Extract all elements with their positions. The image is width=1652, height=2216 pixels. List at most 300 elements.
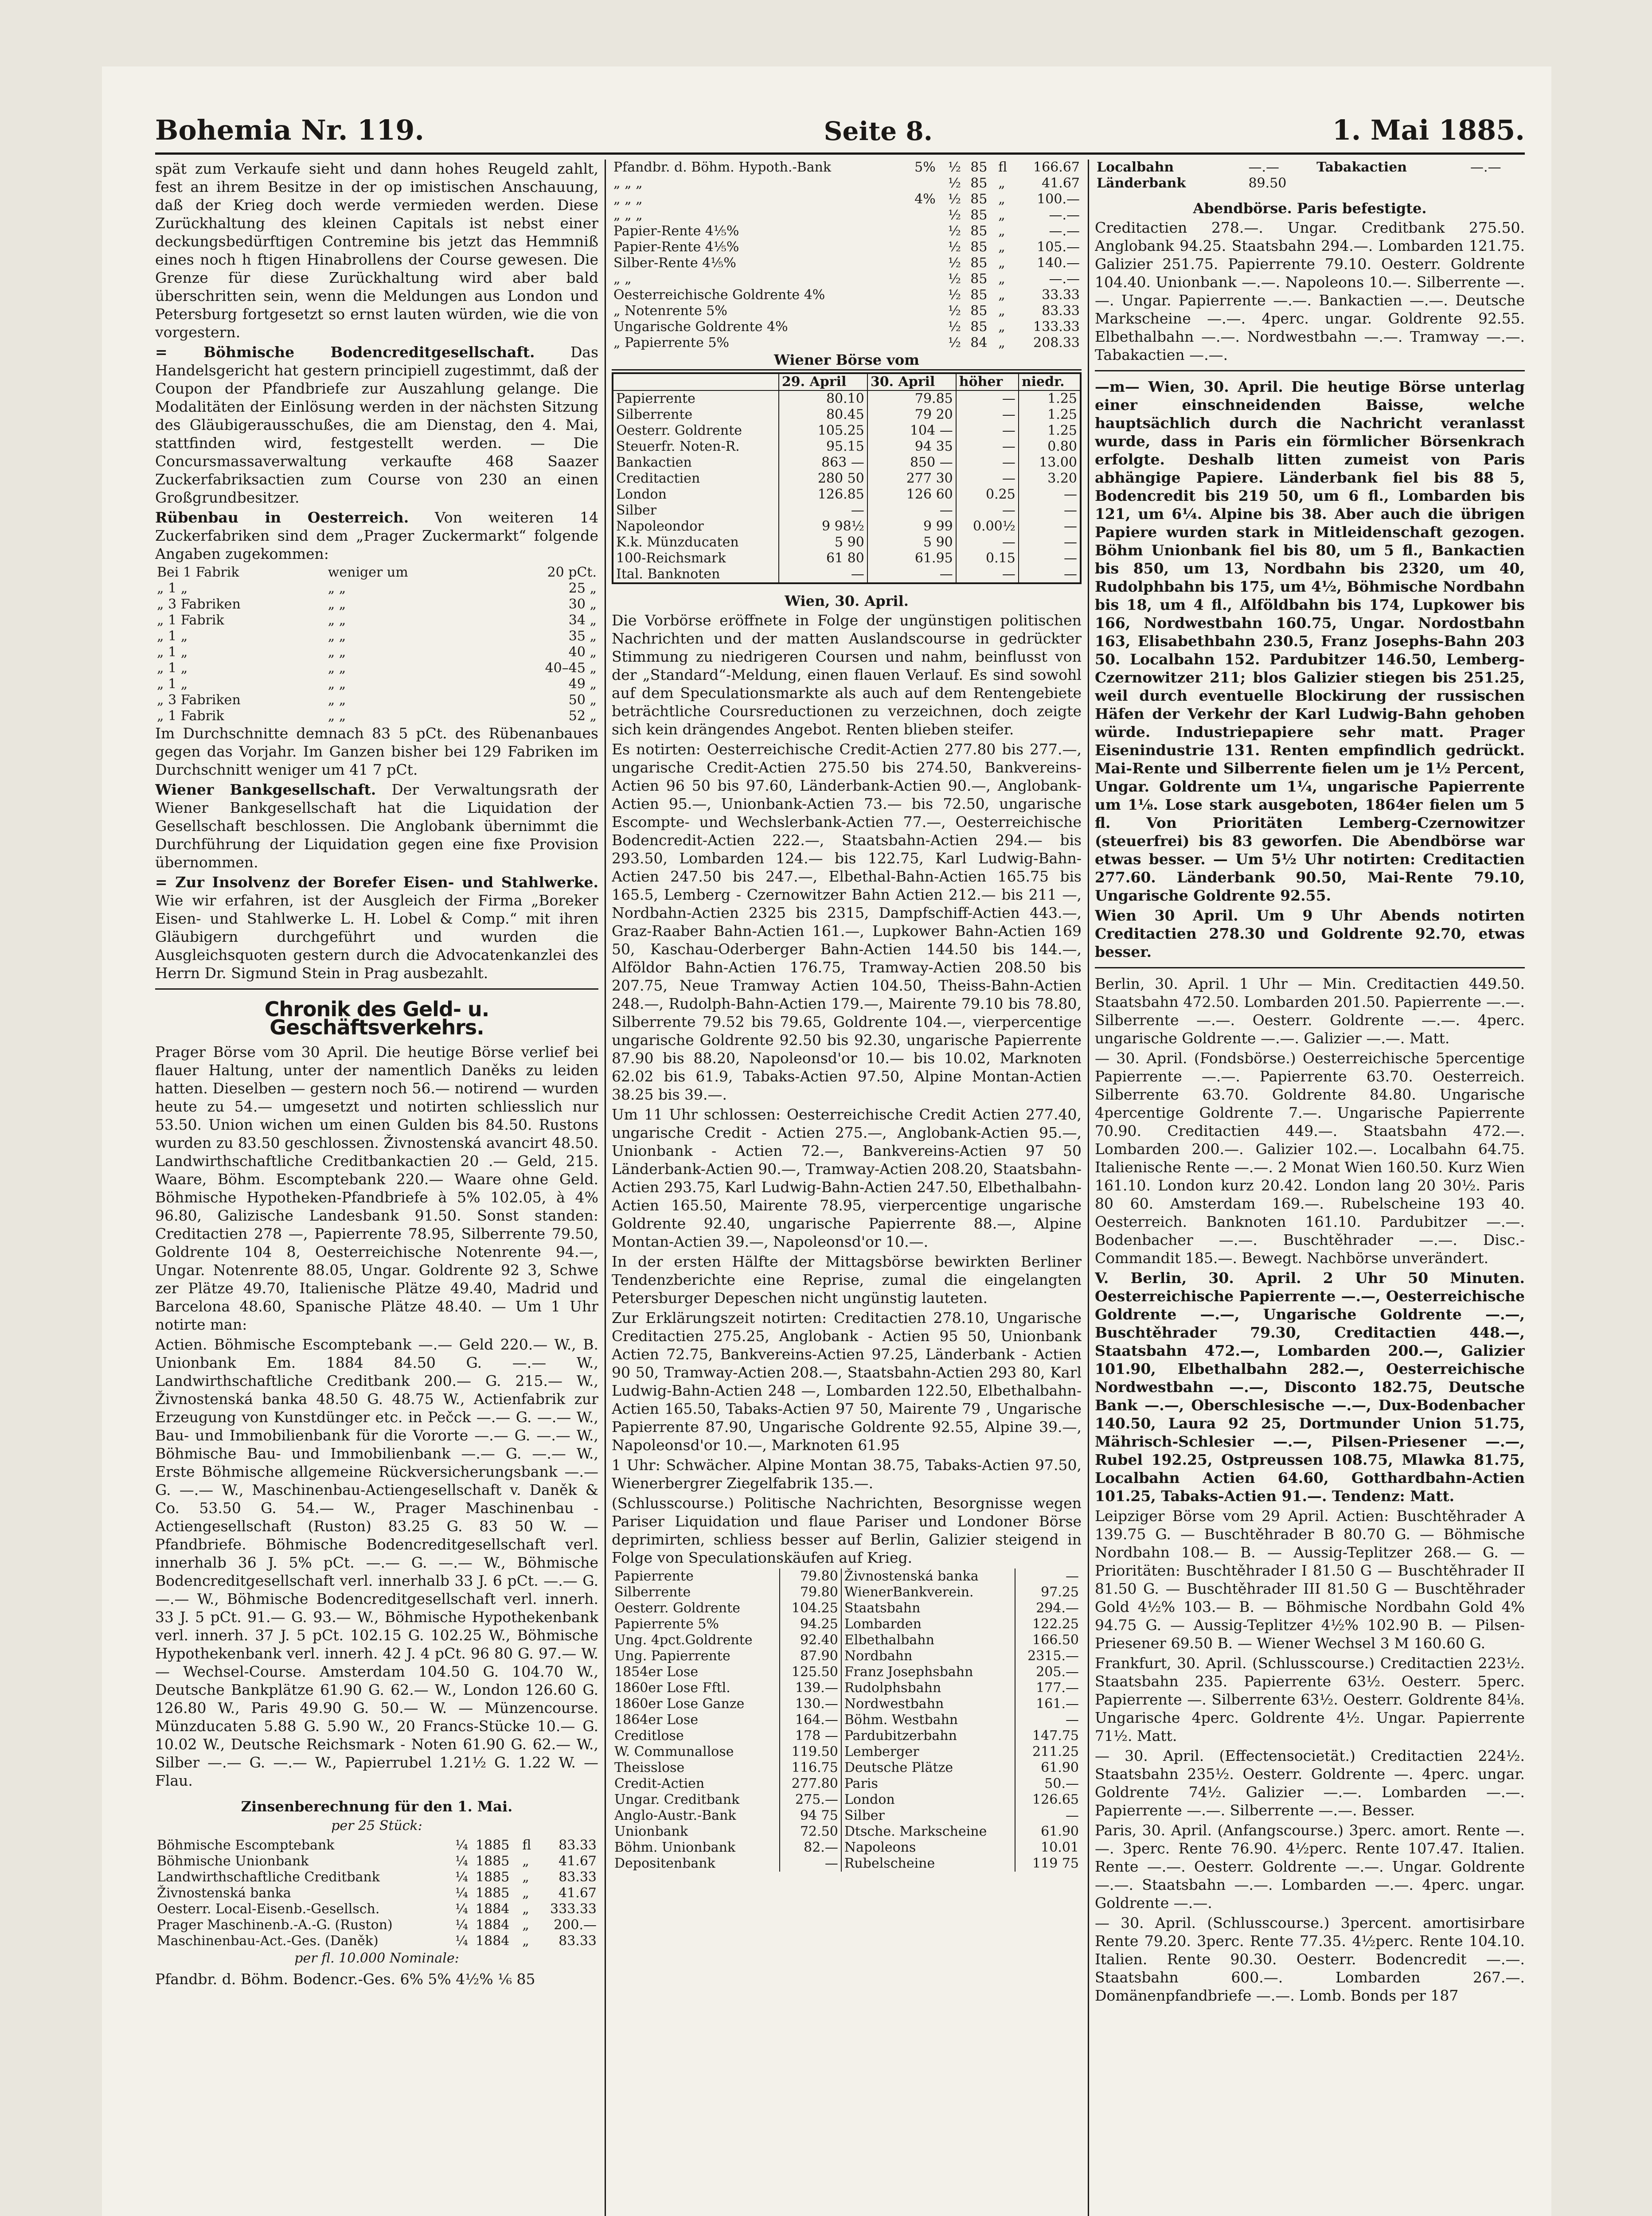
table-row [612,1568,1082,1584]
paris-schluss: — 30. April. (Schlusscourse.) 3percent. amortisirbare Rente 79.20. 3perc. Rente 77.35. 4½perc. Rente 104.10. Italien. Rente 90.30. Oesterr. Bodencredit —.—. Staatsbahn 600.—. Lombarden 267.—. Domänenpfandbriefe —.—. Lomb. Bonds per 187 [1095,1914,1525,2004]
table-cell: 122.25 [1015,1616,1082,1632]
ruebenbau-table [155,565,598,724]
table-cell: — [956,423,1019,439]
table-cell: „ [998,335,1005,351]
telegram-text: Die heutige Börse unterlag einer einschneidenden Baisse, welche hauptsächlich durch die Nachricht veranlasst wurde, dass in Paris ein förmlicher Börsenkrach erfolgte. Deshalb litten zumeist von Paris abhängige Papiere. Länderbank fiel bis 88 5, Bodencredit bis 219 50, um 6 fl., Lombarden bis 121, um 6¼. Alpine bis 38. Aber auch die übrigen Papiere wurden stark in Mitleidenschaft gezogen. Böhm Unionbank fiel bis 80, um 5 fl., Bankactien bis 850, um 13, Nordbahn bis 2320, um 40, Rudolphbahn bis 175, um 4½, Böhmische Nordbahn bis 18, um 4 fl., Alföldbahn bis 174, Lupkower bis 166, Nordwestbahn 160.75, Ungar. Nordostbahn 163, Elisabethbahn 230.5, Franz Josephs-Bahn 203 50. Localbahn 152. Pardubitzer 146.50, Lemberg-Czernowitzer 211; blos Galizier stiegen bis 251.25, weil durch eventuelle Blockirung der russischen Häfen der Verkehr der Karl Ludwig-Bahn gehoben würde. Industriepapiere sehr matt. Prager Eisenindustrie 131. Renten empfindlich gedrückt. Mai-Rente und Silberrente fielen um je 1½ Percent, Ungar. Goldrente um 1¼, ungarische Papierrente um 1⅛. Lose stark ausgeboten, 1864er fielen um 5 fl. Von Prioritäten Lemberg-Czernowitzer (steuerfrei) bis 83 geworfen. Die Abendbörse war etwas besser. — Um 5½ Uhr notirten: Creditactien 277.60. Länderbank 90.50, Mai-Rente 79.10, Ungarische Goldrente 92.55. [1095,378,1525,904]
table-cell: — [1019,534,1081,550]
table-row [613,471,1081,487]
table-cell: 94 35 [867,439,956,455]
table-cell [913,271,946,287]
prager-boerse-report: Prager Börse vom 30 April. Die heutige Börse verlief bei flauer Haltung, unter der namentlich Daněks zu leiden hatten. Dieselben — gestern noch 56.— notirend — wurden heute zu 54.— umgesetzt und notirten schliesslich nur 53.50. Union wichen um einen Gulden bis 84.50. Rustons wurden zu 83.50 geschlossen. Živnostenská avancirt 48.50. Landwirthschaftliche Creditbankactien 20 .— Geld, 215. Waare, Böhm. Escomptebank 220.— Waare ohne Geld. Böhmische Hypotheken-Pfandbriefe à 5% 102.05, à 4% 96.80, Galizische Landesbank 91.50. Sonst standen: Creditactien 278 —, Papierrente 78.95, Silberrente 79.50, Goldrente 104 8, Oesterreichische Notenrente 94.—, Ungar. Notenrente 88.05, Ungar. Goldrente 92 3, Schwe zer Plätze 49.70, Italienische Plätze 49.40, Madrid und Barcelona 48.60, Spanische Plätze 48.40. — Um 1 Uhr notirte man: [155,1043,598,1333]
table-cell: 0.25 [956,487,1019,503]
column-left [155,160,598,2216]
table-row [155,581,598,597]
table-row [155,628,598,644]
table-cell: 294.— [1015,1600,1082,1616]
table-cell: Länderbank [1097,176,1186,191]
table-cell: „ 3 Fabriken [157,692,241,708]
table-cell: Silber [841,1808,1015,1824]
table-cell: ½ [948,207,961,223]
article-text: Im Durchschnitte demnach 83 5 pCt. des Rübenanbaues gegen das Vorjahr. Im Ganzen bisher bei 129 Fabriken im Durchschnitt weniger um 41 7 pCt. [155,725,598,778]
table-cell: fl [998,160,1008,175]
table-cell: 80.45 [779,407,867,423]
abendboerse-text: Creditactien 278.—. Ungar. Creditbank 275.50. Anglobank 94.25. Staatsbahn 294.—. Lombarden 121.75. Galizier 251.75. Papierrente 79.10. Oesterr. Goldrente 104.40. Unionbank —.—. Napoleons 10.—. Silberrente —.—. Ungar. Papierrente —.—. Bankactien —.—. Deutsche Markscheine —.—. 4perc. ungar. Goldrente 92.55. Elbethalbahn —.—. Nordwestbahn —.—. Tramway —.—. Tabakactien —.—. [1095,219,1525,363]
table-cell: 119.50 [780,1744,841,1760]
table-cell: „ „ [328,708,346,724]
table-cell: 83.33 [558,1838,597,1853]
table-row [612,335,1082,351]
table-cell: 72.50 [780,1824,841,1840]
table-cell: Rubelscheine [841,1856,1015,1872]
table-cell: Landwirthschaftliche Creditbank [157,1869,380,1885]
table-row [612,1744,1082,1760]
table-cell [1315,176,1468,191]
table-cell: 79.80 [780,1584,841,1600]
table-cell: Napoleons [841,1840,1015,1856]
table-cell: 1885 [476,1869,510,1885]
article-bankgesellschaft [155,780,598,871]
table-cell: 147.75 [1015,1728,1082,1744]
table-cell: ½ [948,160,961,175]
table-cell: — [867,566,956,583]
article-insolvenz [155,873,598,982]
table-cell: 100.— [1037,191,1080,207]
table-cell: London [613,487,779,503]
table-cell: 1860er Lose Ganze [614,1696,745,1712]
paris-report: Paris, 30. April. (Anfangscourse.) 3perc. amort. Rente —.—. 3perc. Rente 76.90. 4½perc. Rente 107.47. Italien. Rente —.—. Oesterr. Goldrente —.—. Ungar. Goldrente —.—. Staatsbahn —.—. Lombarden —.—. 4perc. ungar. Goldrente —.—. [1095,1822,1525,1912]
table-cell: Rudolphsbahn [841,1680,1015,1696]
table-cell [1468,176,1525,191]
table-cell: — [1019,519,1081,534]
table-row [613,455,1081,471]
table-cell: Oesterr. Goldrente [614,1600,741,1616]
table-cell: ½ [948,191,961,207]
table-cell: 333.33 [550,1901,597,1917]
table-cell: Nordbahn [841,1648,1015,1664]
table-cell: „ [998,223,1005,239]
table-cell: Lemberger [841,1744,1015,1760]
table-cell: — [780,1856,841,1872]
table-cell: 85 [970,191,988,207]
columns [155,160,1525,2216]
table-cell: Unionbank [614,1824,688,1839]
table-row [612,1824,1082,1840]
schlusscourse-table [612,1568,1082,1872]
table-cell: 83.33 [558,1869,597,1885]
table-cell: „ 1 Fabrik [157,708,224,724]
table-cell: K.k. Münzducaten [613,534,779,550]
table-cell: 35 „ [568,628,597,644]
table-cell: — [956,455,1019,471]
table-row [613,534,1081,550]
table-cell: „ „ „ [613,207,643,223]
column-rule [1088,160,1089,2216]
article-text: Der Verwaltungsrath der Wiener Bankgesellschaft hat die Liquidation der Gesellschaft beschlossen. Die Anglobank übernimmt die Durchführung der Liquidation gegen eine fixe Provision übernommen. [155,781,598,871]
masthead [155,93,1525,155]
wien-report-paragraph: In der ersten Hälfte der Mittagsbörse bewirkten Berliner Tendenzberichte eine Reprise, zumal die eingelangten Petersburger Depeschen nicht ungünstig lauteten. [612,1253,1082,1307]
table-cell: 1885 [476,1885,510,1901]
table-cell: 79 20 [867,407,956,423]
frankfurt-effecten: — 30. April. (Effectensocietät.) Creditactien 224½. Staatsbahn 235½. Oesterr. Goldrente —. 4perc. ungar. Goldrente 74½. Galizier —.—. Lombarden —.—. Papierrente —.—. Silberrente —.—. Besser. [1095,1747,1525,1819]
table-cell: 97.25 [1015,1584,1082,1600]
table-row [155,1917,598,1933]
table-cell: 49 „ [568,676,597,692]
table-cell: 863 — [779,455,867,471]
table-cell: Deutsche Plätze [841,1760,1015,1776]
table-cell: 41.67 [558,1853,597,1869]
localbahn-table [1095,160,1525,191]
intro-paragraph: spät zum Verkaufe sieht und dann hohes Reugeld zahlt, fest an ihrem Besitze in der op imistischen Anschauung, daß der Krieg doch werde vermieden werden. Diese Zurückhaltung des kleinen Capitals ist nebst einer deckungsbedürftigen Contremine bis jetzt das Hemmniß eines noch h ftigen Hinabrollens der Course gewesen. Die Grenze für diese Zurückhaltung wird aber bald überschritten sein, wenn die Meldungen aus London und Petersburg fortgesetzt so ernst lauten würden, wie die von vorgestern. [155,160,598,341]
table-cell: 177.— [1015,1680,1082,1696]
table-cell: — [1019,487,1081,503]
table-cell: „ „ [328,676,346,692]
table-cell: 94 75 [780,1808,841,1824]
table-cell: 52 „ [568,708,597,724]
table-cell: ½ [948,319,961,335]
table-cell: 1.25 [1019,390,1081,407]
table-cell: Tabakactien [1316,160,1407,175]
table-cell: 40–45 „ [545,660,597,676]
wiener-boerse-title: Wiener Börse vom [612,351,1082,371]
berlin-report: Berlin, 30. April. 1 Uhr — Min. Creditactien 449.50. Staatsbahn 472.50. Lombarden 201.50. Papierrente —.—. Silberrente —.—. Oesterr. Goldrente —.—. 4perc. ungarische Goldrente —.—. Galizier —.—. Matt. [1095,975,1525,1047]
table-row [155,565,598,581]
table-cell: „ [998,239,1005,255]
table-cell: ½ [948,287,961,303]
zinsen-subheading: per fl. 10.000 Nominale: [294,1951,459,1966]
table-cell: Pfandbr. d. Böhm. Hypoth.-Bank [613,160,832,175]
table-cell: 0.15 [956,550,1019,566]
article-title: = Zur Insolvenz der Borefer Eisen- und Stahlwerke. [155,874,598,891]
table-cell: 205.— [1015,1664,1082,1680]
table-cell: Prager Maschinenb.-A.-G. (Ruston) [157,1917,393,1933]
table-cell: „ „ [328,597,346,612]
table-cell: ½ [948,271,961,287]
table-cell: Oesterr. Goldrente [613,423,779,439]
berlin-fondsboerse: — 30. April. (Fondsbörse.) Oesterreichische 5percentige Papierrente —.—. Papierrente 63.70. Oesterreich. Silberrente 63.70. Goldrente 84.80. Ungarische 4percentige Goldrente 7.—. Ungarische Papierrente 70.90. Creditactien 449.—. Staatsbahn 472.—. Lombarden 200.—. Galizier 102.—. Localbahn 64.75. Italienische Rente —.—. 2 Monat Wien 160.50. Kurz Wien 161.10. London kurz 20.42. London lang 20 30½. Paris 80 60. Amsterdam 169.—. Rubelscheine 193 40. Oesterreich. Banknoten 161.10. Pardubitzer —.—. Bodenbacher —.—. Buschtěhrader —.—. Disc.-Commandit 185.—. Bewegt. Nachbörse unverändert. [1095,1049,1525,1267]
table-cell: 89.50 [1248,176,1287,191]
table-row [155,660,598,676]
table-cell: 92.40 [780,1632,841,1648]
table-cell: 125.50 [780,1664,841,1680]
table-cell: 126.65 [1015,1792,1082,1808]
table-cell: 94.25 [780,1616,841,1632]
column-header: 30. April [867,373,956,390]
table-row [612,1712,1082,1728]
table-cell: Ital. Banknoten [613,566,779,583]
table-cell: „ 1 „ [157,628,188,644]
wien-report-paragraph: Die Vorbörse eröffnete in Folge der ungünstigen politischen Nachrichten und der matten Auslandscourse in gedrückter Stimmung zu niedrigeren Coursen und nahm, beinflusst von der „Standard“-Meldung, einen flauen Verlauf. Es sind sowohl auf dem Speculationsmarkte als auch auf dem Rentengebiete beträchtliche Coursreductionen zu verzeichnen, doch zeigte sich kein drängendes Angebot. Renten blieben steifer. [612,612,1082,738]
table-cell: 61.90 [1015,1824,1082,1840]
table-cell: 85 [970,255,988,271]
table-cell: Papierrente 5% [614,1616,719,1632]
section-divider [1095,370,1525,371]
table-cell: Localbahn [1097,160,1174,175]
table-cell: ½ [948,335,961,351]
table-cell: „ [998,319,1005,335]
table-cell: 139.— [780,1680,841,1696]
column-header: 29. April [779,373,867,390]
table-cell: Živnostenská banka [157,1885,291,1901]
table-cell: Bei 1 Fabrik [157,565,239,580]
table-row [612,1728,1082,1744]
table-cell: Papier-Rente 4⅕% [613,223,739,239]
table-cell: Böhm. Unionbank [614,1840,736,1855]
table-cell: Credit-Actien [614,1776,705,1791]
table-cell: 1884 [476,1901,510,1917]
table-row [155,1838,598,1853]
table-cell: ¼ [455,1885,468,1901]
table-cell: 85 [970,176,988,191]
table-row [612,239,1082,255]
wien-report-paragraph: 1 Uhr: Schwächer. Alpine Montan 38.75, Tabaks-Actien 97.50, Wienerbergrer Ziegelfabrik 135.—. [612,1456,1082,1492]
table-row [613,566,1081,583]
table-cell: —.— [1049,271,1080,287]
table-cell: ½ [948,223,961,239]
table-row [1095,160,1525,176]
table-cell: — [779,503,867,519]
table-row [155,644,598,660]
table-cell: Oesterreichische Goldrente 4% [613,287,825,303]
table-cell: 85 [970,271,988,287]
table-cell: „ Notenrente 5% [613,303,727,319]
table-cell: 126 60 [867,487,956,503]
table-cell: 9 98½ [779,519,867,534]
table-row [155,1869,598,1885]
table-cell: Silberrente [613,407,779,423]
table-cell: Staatsbahn [841,1600,1015,1616]
table-cell: 1.25 [1019,423,1081,439]
table-cell: Creditlose [614,1728,684,1744]
table-cell: 1885 [476,1853,510,1869]
column-header: niedr. [1019,373,1081,390]
table-cell: — [867,503,956,519]
table-row [612,1808,1082,1824]
table-cell: „ 1 „ [157,644,188,660]
table-row [612,1840,1082,1856]
column-rule [605,160,606,2216]
berlin-telegram: V. Berlin, 30. April. 2 Uhr 50 Minuten. Oesterreichische Papierrente —.—, Oesterreichische Goldrente —.—, Ungarische Goldrente —.—, Buschtěhrader 79.30, Creditactien 448.—, Staatsbahn 472.—, Lombarden 200.—, Galizier 101.90, Elbethalbahn 282.—, Oesterreichische Nordwestbahn —.—, Disconto 182.75, Deutsche Bank —.—, Oberschlesische —.—, Dux-Bodenbacher 140.50, Laura 92 25, Dortmunder Union 51.75, Mährisch-Schlesier —.—, Pilsen-Priesener —.—, Rubel 192.25, Ostpreussen 108.75, Mlawka 81.75, Localbahn Actien 64.60, Gotthardbahn-Actien 101.25, Tabaks-Actien 91.—. Tendenz: Matt. [1095,1269,1525,1505]
table-cell: „ 1 „ [157,660,188,676]
table-cell: 25 „ [568,581,597,596]
table-cell: Dtsche. Markscheine [841,1824,1015,1840]
table-cell: 275.— [780,1792,841,1808]
table-cell: 85 [970,207,988,223]
table-cell: „ [522,1853,529,1869]
wien-report-paragraph: Zur Erklärungszeit notirten: Creditactien 278.10, Ungarische Creditactien 275.25, Anglobank - Actien 95 50, Unionbank Actien 72.75, Bankvereins-Actien 97.25, Länderbank - Actien 90 50, Tramway-Actien 208.—, Staatsbahn-Actien 293 80, Karl Ludwig-Bahn-Actien 248 —, Lombarden 122.50, Elbethalbahn-Actien 165.50, Tabaks-Actien 97 50, Mairente 79 , Ungarische Papierrente 87.90, Ungarische Goldrente 92.55, Alpine 39.—, Napoleonsd'or 10.—, Marknoten 61.95 [612,1309,1082,1454]
wien-dateline: Wien, 30. April. [785,593,909,609]
table-cell: 34 „ [568,613,597,628]
table-row [612,1792,1082,1808]
table-cell: 1854er Lose [614,1664,699,1680]
wien-abends: Wien 30 April. Um 9 Uhr Abends notirten Creditactien 278.30 und Goldrente 92.70, etwas besser. [1095,907,1525,960]
table-cell: „ [522,1901,529,1917]
table-cell: Ungar. Creditbank [614,1792,740,1807]
table-cell: Napoleondor [613,519,779,534]
table-cell: 85 [970,239,988,255]
table-cell: 61 80 [779,550,867,566]
table-cell: WienerBankverein. [841,1584,1015,1600]
table-cell: —.— [1248,160,1280,175]
article-title: Rübenbau in Oesterreich. [155,509,409,526]
table-cell: Ungarische Goldrente 4% [613,319,788,335]
wien-report-paragraph: Es notirten: Oesterreichische Credit-Actien 277.80 bis 277.—, ungarische Credit-Actien 275.50 bis 274.50, Bankvereins-Actien 96 50 bis 97.60, Länderbank-Actien 90.—, Anglobank-Actien 95.—, Unionbank-Actien 73.— bis 72.50, ungarische Escompte- und Wechslerbank-Actien 77.—, Oesterreichische Bodencredit-Actien 222.—, Staatsbahn-Actien 294.— bis 293.50, Lombarden 124.— bis 122.75, Karl Ludwig-Bahn-Actien 247.50 bis 247.—, Elbethal-Bahn-Actien 165.75 bis 165.5, Lemberg - Czernowitzer Bahn Actien 212.— bis 211 —, Nordbahn-Actien 2325 bis 2315, Dampfschiff-Actien 443.—, Graz-Raaber Bahn-Actien 161.—, Lupkower Bahn-Actien 169 50, Kaschau-Oderberger Bahn-Actien 144.50 bis 144.—, Alföldor Bahn-Actien 176.75, Tramway-Actien 208.50 bis 207.75, Neue Tramway Actien 104.50, Theiss-Bahn-Actien 248.—, Rudolph-Bahn-Actien 179.—, Mairente 79.10 bis 78.80, Silberrente 79.52 bis 79.65, Goldrente 104.—, vierpercentige ungarische Goldrente 92.50 bis 92.30, ungarische Papierrente 87.90 bis 88.20, Napoleonsd'or 10.— bis 10.02, Marknoten 62.02 bis 61.9, Tabaks-Actien 97.50, Alpine Montan-Actien 38.25 bis 39.—. [612,741,1082,1103]
table-cell: „ „ [328,644,346,660]
table-cell: 105.— [1037,239,1080,255]
table-row [612,1600,1082,1616]
table-cell: „ [522,1933,529,1949]
table-cell: „ [998,271,1005,287]
abendboerse-heading: Abendbörse. Paris befestigte. [1193,200,1427,217]
table-cell: — [1015,1712,1082,1728]
table-cell: 79.85 [867,390,956,407]
table-cell: 126.85 [779,487,867,503]
table-cell: — [1015,1808,1082,1824]
table-cell: Theisslose [614,1760,685,1775]
table-cell: „ [522,1917,529,1933]
table-cell: Ung. 4pct.Goldrente [614,1632,753,1648]
table-cell: 104.25 [780,1600,841,1616]
table-cell: „ „ [328,628,346,644]
frankfurt-report: Frankfurt, 30. April. (Schlusscourse.) Creditactien 223½. Staatsbahn 235. Papierrente 63½. Oesterr. 5perc. Papierrente —. Silberrente 63½. Oesterr. Goldrente 84⅛. Ungarische 4perc. Goldrente 4½. Ungar. Papierrente 71½. Matt. [1095,1654,1525,1744]
table-row [155,1853,598,1869]
table-cell: Creditactien [613,471,779,487]
table-cell: 87.90 [780,1648,841,1664]
table-cell: Ung. Papierrente [614,1648,730,1664]
table-cell: Silber-Rente 4⅕% [613,255,736,271]
table-cell: 10.01 [1015,1840,1082,1856]
table-cell: 0.00½ [956,519,1019,534]
table-cell: weniger um [328,565,408,580]
section-divider [155,988,598,990]
table-row [155,692,598,708]
table-cell: Bankactien [613,455,779,471]
table-header-row [613,373,1081,390]
column-right [1095,160,1525,2216]
table-cell: 79.80 [780,1568,841,1584]
table-cell: ½ [948,303,961,319]
article-text: Wie wir erfahren, ist der Ausgleich der Firma „Boreker Eisen- und Stahlwerke L. H. Lobel & Comp.“ mit ihren Gläubigern durchgeführt und wurden die Ausgleichsquoten gestern durch die Advocatenkanzlei des Herrn Dr. Sigmund Stein in Prag ausbezahlt. [155,892,598,982]
table-row [613,439,1081,455]
table-cell: 211.25 [1015,1744,1082,1760]
table-cell: 85 [970,319,988,335]
masthead-date: 1. Mai 1885. [1332,114,1525,146]
table-cell: 4% [914,191,936,207]
table-row [613,503,1081,519]
table-cell: 208.33 [1033,335,1080,351]
section-heading-chronik: Chronik des Geld- u. Geschäftsverkehrs. [264,997,489,1039]
table-cell: „ „ [328,613,346,628]
table-cell [913,207,946,223]
article-text: Das Handelsgericht hat gestern principiell zugestimmt, daß der Coupon der Pfandbriefe zur Auszahlung gelange. Die Modalitäten der Einlösung werden in der nächsten Sitzung des Gläubigerausschußes, die am Dienstag, den 4. Mai, stattfinden wird, festgestellt werden. — Die Concursmassaverwaltung verkaufte 468 Saazer Zuckerfabriksactien zum Course von 230 an einen Großgrundbesitzer. [155,343,598,506]
table-cell: 850 — [867,455,956,471]
table-row [613,423,1081,439]
table-row [612,1760,1082,1776]
table-row [612,191,1082,207]
table-cell [913,287,946,303]
column-header: höher [956,373,1019,390]
table-cell [913,319,946,335]
table-cell: Franz Josephsbahn [841,1664,1015,1680]
table-cell: Anglo-Austr.-Bank [614,1808,736,1823]
table-cell: — [956,534,1019,550]
table-cell: 3.20 [1019,471,1081,487]
table-cell: ¼ [455,1869,468,1885]
table-cell: 280 50 [779,471,867,487]
column-middle [612,160,1082,2216]
table-cell [913,255,946,271]
table-cell: „ [998,303,1005,319]
table-cell: 85 [970,223,988,239]
table-cell: — [956,566,1019,583]
article-title: Wiener Bankgesellschaft. [155,781,376,798]
table-cell: Böhmische Escomptebank [157,1838,335,1853]
table-row [612,303,1082,319]
table-row [155,613,598,628]
table-cell: — [1015,1568,1082,1584]
table-cell: 277 30 [867,471,956,487]
zinsen-table [155,1838,598,1949]
table-cell: Depositenbank [614,1856,715,1871]
table-cell: 119 75 [1015,1856,1082,1872]
table-cell: 5 90 [779,534,867,550]
table-cell: 85 [970,160,988,175]
table-cell: 161.— [1015,1696,1082,1712]
table-cell: 40 „ [568,644,597,660]
table-row [155,708,598,724]
table-row [612,1632,1082,1648]
table-cell: 178 — [780,1728,841,1744]
table-cell: „ [998,255,1005,271]
table-cell: 1.25 [1019,407,1081,423]
table-cell: „ „ „ [613,191,643,207]
table-cell: „ „ [328,692,346,708]
table-cell: 41.67 [558,1885,597,1901]
table-cell: Lombarden [841,1616,1015,1632]
table-cell: 166.50 [1015,1632,1082,1648]
table-row [613,550,1081,566]
table-cell: Böhmische Unionbank [157,1853,309,1869]
zinsen-last-row: Pfandbr. d. Böhm. Bodencr.-Ges. 6% 5% 4½% ⅙ 85 [155,1970,535,1988]
table-row [613,487,1081,503]
table-cell: — [1019,550,1081,566]
table-row [155,1933,598,1949]
table-row [612,1680,1082,1696]
table-row [612,1856,1082,1872]
table-cell: London [841,1792,1015,1808]
table-row [612,176,1082,191]
table-cell: 20 pCt. [547,565,597,580]
table-cell: Papierrente [614,1568,694,1584]
table-row [155,676,598,692]
table-cell: —.— [1049,207,1080,223]
table-cell: — [1019,503,1081,519]
table-row [155,1901,598,1917]
table-cell: ¼ [455,1901,468,1917]
table-cell: —.— [1049,223,1080,239]
table-row [612,1584,1082,1600]
table-cell: Papierrente [613,390,779,407]
masthead-page-number: Seite 8. [824,116,933,146]
table-cell: 140.— [1037,255,1080,271]
column-header [613,373,779,390]
table-cell: 9 99 [867,519,956,534]
table-row [612,287,1082,303]
masthead-issue: Bohemia Nr. 119. [155,114,425,146]
table-cell: Nordwestbahn [841,1696,1015,1712]
table-cell: 85 [970,287,988,303]
table-cell: Oesterr. Local-Eisenb.-Gesellsch. [157,1901,380,1917]
table-row [613,407,1081,423]
